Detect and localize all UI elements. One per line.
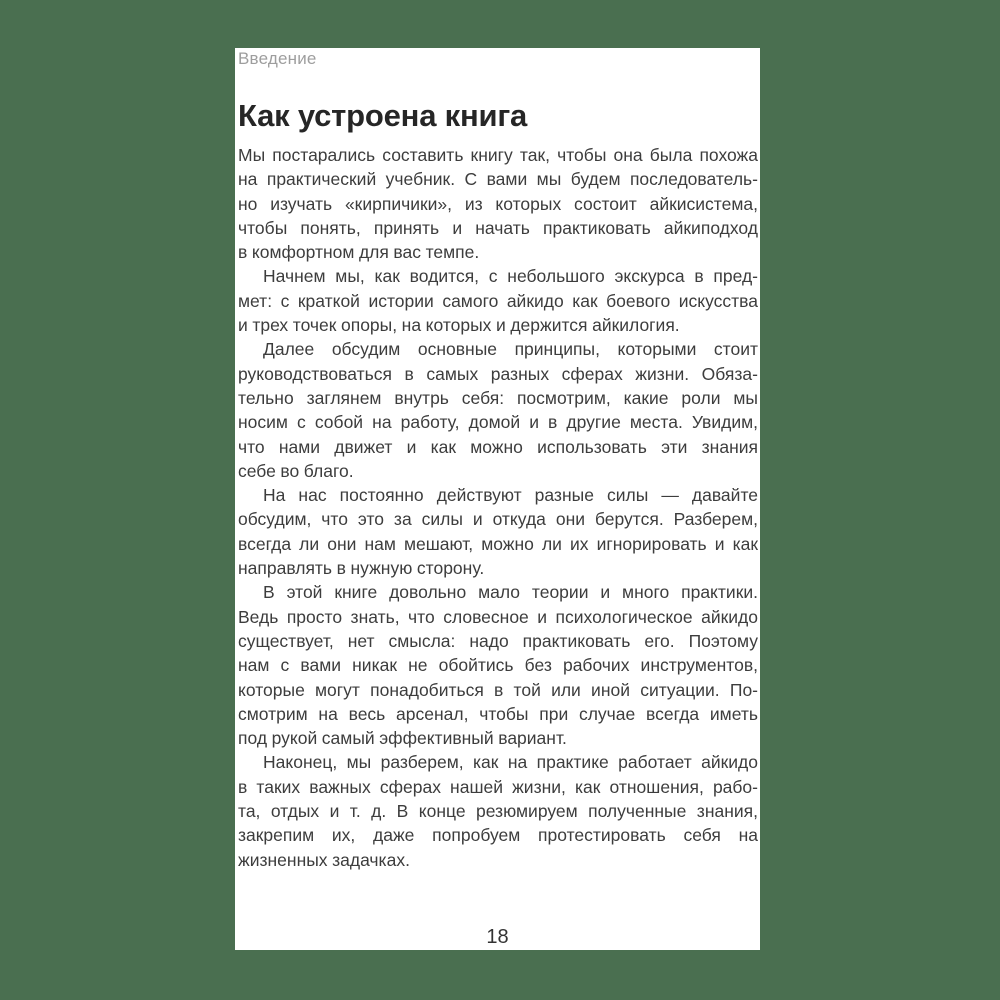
body-line: носим с собой на работу, домой и в другие места. Увидим, — [238, 412, 758, 433]
book-page — [235, 48, 760, 950]
body-line: На нас постоянно действуют разные силы — давайте — [263, 485, 758, 506]
body-line: всегда ли они нам мешают, можно ли их игнорировать и как — [238, 533, 758, 554]
body-line: Далее обсудим основные принципы, которыми стоит — [263, 339, 758, 360]
body-line: чтобы понять, принять и начать практиковать айкиподход — [238, 217, 758, 238]
body-line: и трех точек опоры, на которых и держится айкилогия. — [238, 315, 680, 336]
body-line: что нами движет и как можно использовать эти знания — [238, 436, 758, 457]
body-line: которые могут понадобиться в той или иной ситуации. По- — [238, 679, 758, 700]
body-line: существует, нет смысла: надо практиковать его. Поэтому — [238, 630, 758, 651]
body-line: в таких важных сферах нашей жизни, как отношения, рабо- — [238, 776, 758, 797]
body-text — [238, 143, 758, 872]
body-line: мет: с краткой истории самого айкидо как боевого искусства — [238, 290, 758, 311]
chapter-title: Как устроена книга — [238, 98, 528, 133]
body-line: Наконец, мы разберем, как на практике работает айкидо — [263, 752, 758, 773]
body-line: Мы постарались составить книгу так, чтобы она была похожа — [238, 145, 758, 165]
running-header: Введение — [238, 49, 317, 68]
body-line: в комфортном для вас темпе. — [238, 242, 480, 263]
body-line: обсудим, что это за силы и откуда они берутся. Разберем, — [238, 509, 758, 530]
body-line: В этой книге довольно мало теории и много практики. — [263, 582, 758, 603]
body-line: под рукой самый эффективный вариант. — [238, 728, 567, 749]
body-line: нам с вами никак не обойтись без рабочих инструментов, — [238, 655, 758, 676]
body-line: руководствоваться в самых разных сферах жизни. Обяза- — [238, 363, 758, 384]
body-line: закрепим их, даже попробуем протестировать себя на — [238, 825, 758, 846]
body-line: Начнем мы, как водится, с небольшого экскурса в пред- — [263, 266, 758, 287]
page-number: 18 — [486, 926, 509, 948]
body-line: Ведь просто знать, что словесное и психологическое айкидо — [238, 606, 758, 627]
body-line: тельно заглянем внутрь себя: посмотрим, какие роли мы — [238, 387, 758, 408]
body-line: но изучать «кирпичики», из которых состоит айкисистема, — [238, 193, 758, 214]
body-line: себе во благо. — [238, 460, 354, 481]
body-line: жизненных задачках. — [238, 849, 410, 870]
body-line: смотрим на весь арсенал, чтобы при случае всегда иметь — [238, 703, 758, 724]
body-line: та, отдых и т. д. В конце резюмируем полученные знания, — [238, 801, 758, 822]
body-line: направлять в нужную сторону. — [238, 558, 485, 579]
body-line: на практический учебник. С вами мы будем последователь- — [238, 169, 758, 190]
